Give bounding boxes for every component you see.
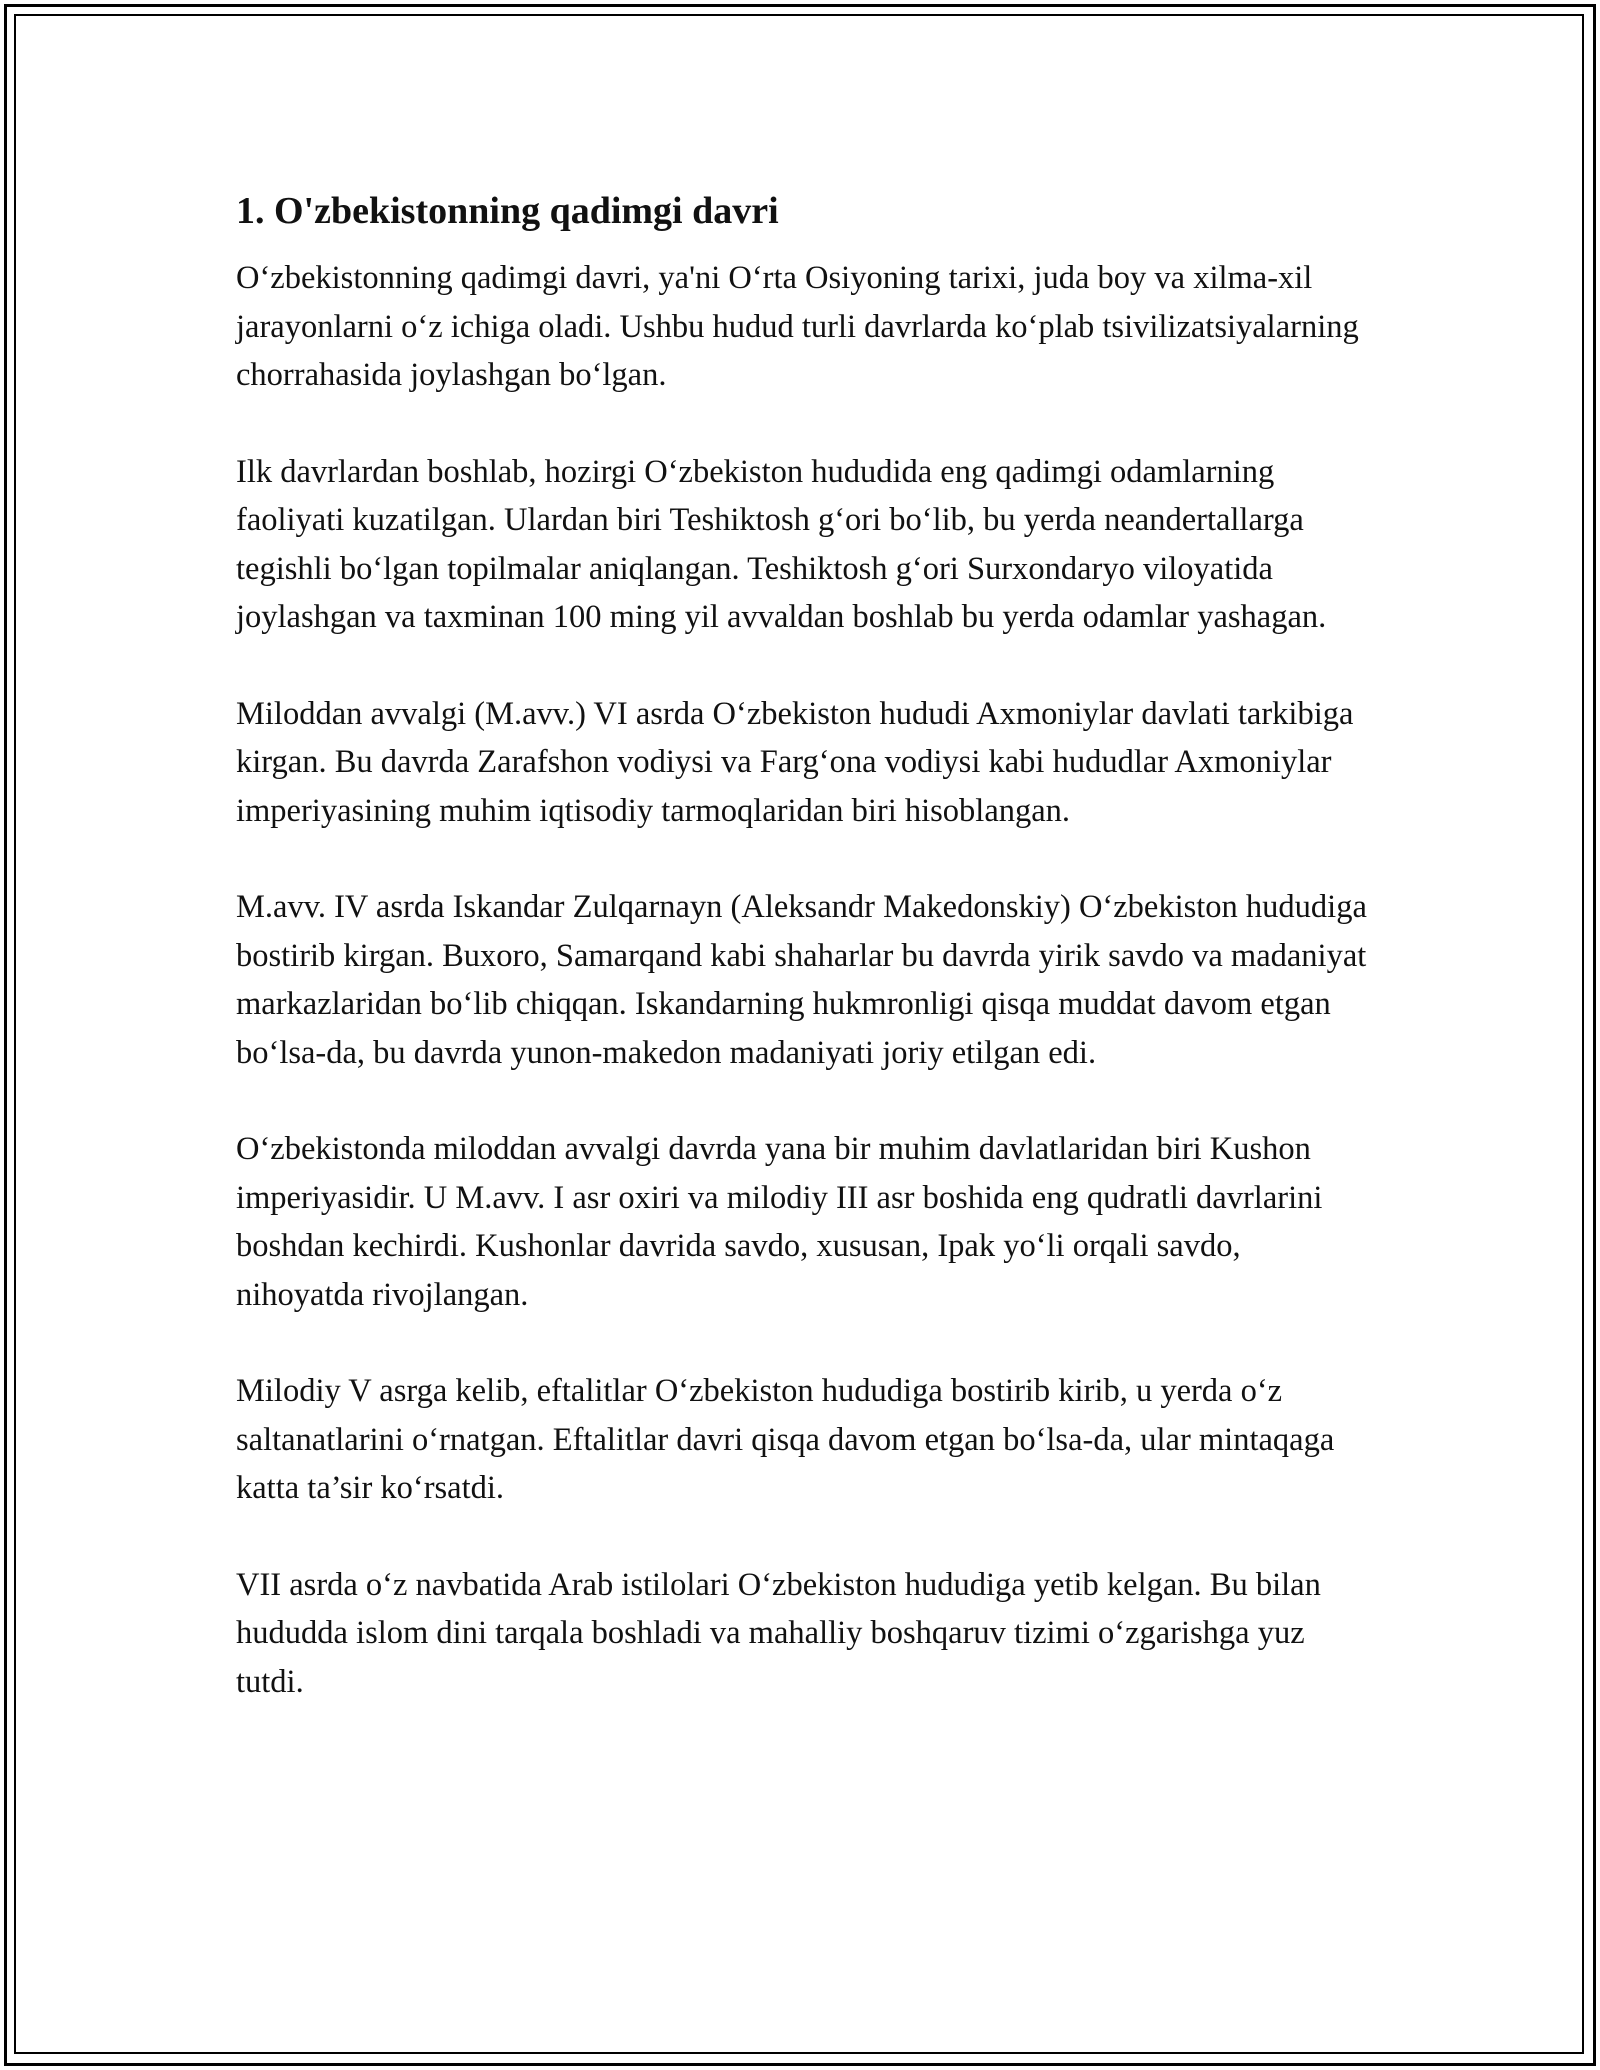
- paragraph-eftalitlar: Milodiy V asrga kelib, eftalitlar O‘zbekiston hududiga bostirib kirib, u yerda o‘z saltanatlarini o‘rnatgan. Eftalitlar davri qisqa davom etgan bo‘lsa-da, ular mintaqaga katta ta’sir ko‘rsatdi.: [236, 1373, 1335, 1506]
- section-title: 1. O'zbekistonning qadimgi davri: [236, 190, 779, 232]
- paragraph-axmoniylar: Miloddan avvalgi (M.avv.) VI asrda O‘zbekiston hududi Axmoniylar davlati tarkibiga kirgan. Bu davrda Zarafshon vodiysi va Farg‘ona vodiysi kabi hududlar Axmoniylar imperiyasining muhim iqtisodiy tarmoqlaridan biri hisoblangan.: [236, 695, 1354, 829]
- document-body: [236, 186, 1371, 1754]
- paragraph-iskandar: M.avv. IV asrda Iskandar Zulqarnayn (Aleksandr Makedonskiy) O‘zbekiston hududiga bostirib kirgan. Buxoro, Samarqand kabi shaharlar bu davrda yirik savdo va madaniyat markazlaridan bo‘lib chiqqan. Iskandarning hukmronligi qisqa muddat davom etgan bo‘lsa-da, bu davrda yunon-makedon madaniyati joriy etilgan edi.: [236, 889, 1367, 1071]
- paragraph-teshiktosh: Ilk davrlardan boshlab, hozirgi O‘zbekiston hududida eng qadimgi odamlarning faoliyati kuzatilgan. Ulardan biri Teshiktosh g‘ori bo‘lib, bu yerda neandertallarga tegishli bo‘lgan topilmalar aniqlangan. Teshiktosh g‘ori Surxondaryo viloyatida joylashgan va taxminan 100 ming yil avvaldan boshlab bu yerda odamlar yashagan.: [236, 453, 1327, 635]
- paragraph-intro: O‘zbekistonning qadimgi davri, ya'ni O‘rta Osiyoning tarixi, juda boy va xilma-xil jarayonlarni o‘z ichiga oladi. Ushbu hudud turli davrlarda ko‘plab tsivilizatsiyalarning chorrahasida joylashgan bo‘lgan.: [236, 260, 1359, 393]
- paragraph-arab: VII asrda o‘z navbatida Arab istilolari O‘zbekiston hududiga yetib kelgan. Bu bilan hududda islom dini tarqala boshladi va mahalliy boshqaruv tizimi o‘zgarishga yuz tutdi.: [236, 1566, 1321, 1700]
- paragraph-kushon: O‘zbekistonda miloddan avvalgi davrda yana bir muhim davlatlaridan biri Kushon imperiyasidir. U M.avv. I asr oxiri va milodiy III asr boshida eng qudratli davrlarini boshdan kechirdi. Kushonlar davrida savdo, xususan, Ipak yo‘li orqali savdo, nihoyatda rivojlangan.: [236, 1131, 1323, 1313]
